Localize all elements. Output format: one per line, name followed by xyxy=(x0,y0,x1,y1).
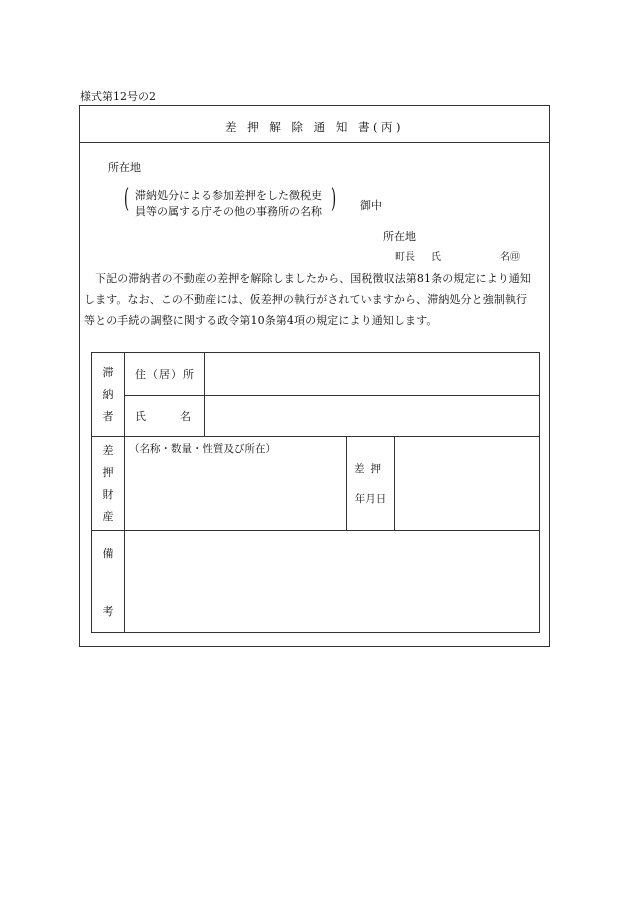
recipient-name-line2: 員等の属する庁その他の事務所の名称 xyxy=(135,205,322,218)
delinquent-char-3: 者 xyxy=(102,409,114,423)
remarks-char-1: 備 xyxy=(102,546,114,560)
property-char-4: 産 xyxy=(102,509,114,523)
seizure-date-label-line1: 差押 xyxy=(354,462,387,475)
remarks-char-2: 考 xyxy=(102,604,114,618)
sender-name-label: 氏 xyxy=(431,252,441,263)
name-field[interactable] xyxy=(205,396,540,437)
delinquent-char-1: 滞 xyxy=(102,365,114,379)
table-row-property xyxy=(92,437,540,531)
table-row-remarks xyxy=(92,531,540,633)
name-label-part1: 氏 xyxy=(135,410,146,423)
property-header xyxy=(92,437,125,531)
document-title: 差 押 解 除 通 知 書(丙) xyxy=(225,120,404,134)
notice-body-text: 下記の滞納者の不動産の差押を解除しましたから、国税徴収法第81条の規定により通知します。なお、この不動産には、仮差押の執行がされていますから、滞納処分と強制執行等との手続の調整に関する政令第10条第4項の規定により通知します。 xyxy=(84,272,531,327)
property-char-2: 押 xyxy=(102,465,114,479)
delinquent-char-2: 納 xyxy=(102,387,114,401)
remarks-header xyxy=(92,531,125,633)
sender-seal-label: 名㊞ xyxy=(500,252,520,263)
sender-address-label: 所在地 xyxy=(383,230,416,243)
recipient-address-label: 所在地 xyxy=(108,161,141,174)
seizure-date-field[interactable] xyxy=(395,437,540,531)
property-field[interactable] xyxy=(125,437,347,531)
sender-mayor-label: 町長 xyxy=(395,252,415,263)
property-char-1: 差 xyxy=(102,443,114,457)
table-row-name xyxy=(92,396,540,437)
seizure-date-label-line2: 年月日 xyxy=(354,492,387,505)
property-header-note: （名称・数量・性質及び所在） xyxy=(129,443,276,455)
title-row xyxy=(80,106,549,143)
address-field[interactable] xyxy=(205,353,540,396)
name-label xyxy=(125,396,205,437)
form-number: 様式第12号の2 xyxy=(80,90,156,103)
recipient-close-paren: ) xyxy=(331,184,337,214)
property-char-3: 財 xyxy=(102,487,114,501)
remarks-field[interactable] xyxy=(125,531,540,633)
detail-table xyxy=(91,352,540,633)
recipient-honorific: 御中 xyxy=(360,199,382,212)
table-row-address xyxy=(92,353,540,396)
recipient-open-paren: ( xyxy=(124,184,130,214)
name-label-part2: 名 xyxy=(180,410,191,423)
seizure-date-label xyxy=(347,437,395,531)
delinquent-header xyxy=(92,353,125,437)
address-label: 住（居）所 xyxy=(125,353,205,396)
recipient-name-line1: 滞納処分による参加差押をした徴税吏 xyxy=(135,189,322,202)
